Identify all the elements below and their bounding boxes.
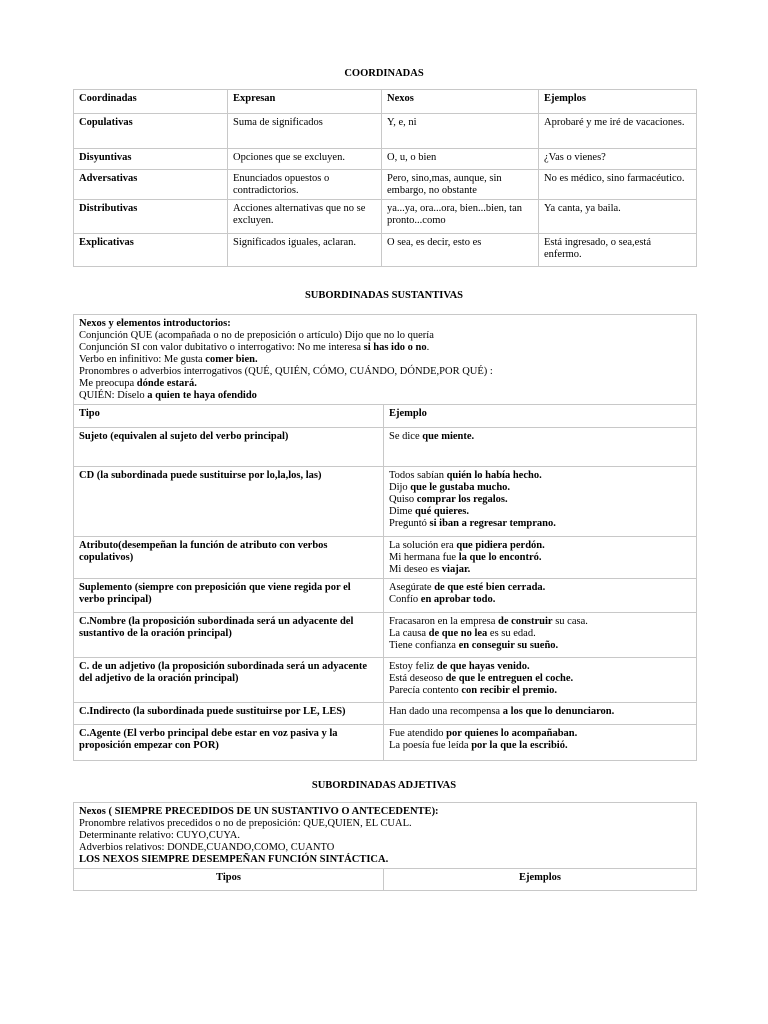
example-line: [389, 540, 691, 552]
bold-text: de que hayas venido.: [436, 661, 530, 672]
text: La solución era: [389, 540, 457, 551]
example-cell: [384, 725, 697, 761]
example-line: [389, 552, 691, 564]
text: Dijo: [389, 482, 411, 493]
bold-text: en aprobar todo.: [420, 594, 496, 605]
table-row: [74, 200, 697, 234]
table-row: [74, 234, 697, 267]
column-header: Ejemplos: [384, 869, 697, 891]
column-header: Tipo: [74, 405, 384, 428]
text: Pronombre relativos precedidos o no de preposición: QUE,QUIEN, EL CUAL.: [79, 818, 412, 829]
table-header-row: [74, 869, 697, 891]
column-header: Ejemplos: [539, 90, 697, 114]
text: Parecía contento: [389, 685, 462, 696]
row-label: CD (la subordinada puede sustituirse por lo,la,los, las): [74, 467, 384, 537]
intro-line: [79, 854, 691, 866]
table-cell: Acciones alternativas que no se excluyen.: [228, 200, 382, 234]
column-header: Tipos: [74, 869, 384, 891]
intro-title: Nexos y elementos introductorios:: [79, 318, 231, 329]
column-header: Nexos: [382, 90, 539, 114]
bold-text: por quienes lo acompañaban.: [446, 728, 578, 739]
table-cell: O sea, es decir, esto es: [382, 234, 539, 267]
table-cell: Ya canta, ya baila.: [539, 200, 697, 234]
example-cell: [384, 613, 697, 658]
table-header-row: [74, 405, 697, 428]
example-line: [389, 706, 691, 718]
text: .: [426, 342, 430, 353]
intro-cell: [74, 315, 697, 405]
intro-cell: [74, 803, 697, 869]
row-label: Adversativas: [74, 170, 228, 200]
text: Me preocupa: [79, 378, 137, 389]
table-cell: ¿Vas o vienes?: [539, 149, 697, 170]
bold-text: con recibir el premio.: [461, 685, 557, 696]
intro-line: [79, 366, 691, 378]
example-line: [389, 628, 691, 640]
table-row: [74, 725, 697, 761]
row-label: Suplemento (siempre con preposición que viene regida por el verbo principal): [74, 579, 384, 613]
text: La causa: [389, 628, 429, 639]
adjetivas-table: [73, 802, 697, 891]
bold-text: comprar los regalos.: [416, 494, 508, 505]
example-line: [389, 582, 691, 594]
row-label: Disyuntivas: [74, 149, 228, 170]
example-line: [389, 494, 691, 506]
text: Asegúrate: [389, 582, 435, 593]
table-row: [74, 658, 697, 703]
table-header-row: [74, 90, 697, 114]
text: Mi deseo es: [389, 564, 442, 575]
intro-line: [79, 830, 691, 842]
intro-row: [74, 803, 697, 869]
text: La poesía fue leída: [389, 740, 472, 751]
bold-text: dónde estará.: [136, 378, 197, 389]
table-cell: Aprobaré y me iré de vacaciones.: [539, 114, 697, 149]
text: Fracasaron en la empresa: [389, 616, 499, 627]
text: Se dice: [389, 431, 423, 442]
example-cell: [384, 579, 697, 613]
text: Todos sabían: [389, 470, 447, 481]
text: Mi hermana fue: [389, 552, 459, 563]
bold-text: de que esté bien cerrada.: [434, 582, 546, 593]
bold-text: la que lo encontró.: [458, 552, 542, 563]
bold-text: quién lo había hecho.: [446, 470, 542, 481]
sustantivas-table: [73, 314, 697, 761]
example-cell: [384, 537, 697, 579]
text: Pronombres o adverbios interrogativos (QUÉ, QUIÉN, CÓMO, CUÁNDO, DÓNDE,POR QUÉ) :: [79, 366, 493, 377]
row-label: C.Nombre (la proposición subordinada será un adyacente del sustantivo de la oración principal): [74, 613, 384, 658]
bold-text: de construir: [498, 616, 553, 627]
example-line: [389, 740, 691, 752]
bold-text: en conseguir su sueño.: [458, 640, 559, 651]
bold-text: viajar.: [441, 564, 471, 575]
bold-text: que le gustaba mucho.: [410, 482, 511, 493]
example-cell: [384, 658, 697, 703]
bold-text: a los que lo denunciaron.: [502, 706, 615, 717]
text: Han dado una recompensa: [389, 706, 503, 717]
text: su casa.: [552, 616, 588, 627]
row-label: Sujeto (equivalen al sujeto del verbo principal): [74, 428, 384, 467]
table-cell: Suma de significados: [228, 114, 382, 149]
bold-text: que miente.: [422, 431, 475, 442]
example-line: [389, 673, 691, 685]
example-line: [389, 482, 691, 494]
text: Determinante relativo: CUYO,CUYA.: [79, 830, 240, 841]
text: Fue atendido: [389, 728, 447, 739]
coordinadas-table: [73, 89, 697, 267]
table-cell: Está ingresado, o sea,está enfermo.: [539, 234, 697, 267]
example-line: [389, 506, 691, 518]
intro-line: [79, 342, 691, 354]
table-row: [74, 114, 697, 149]
example-line: [389, 640, 691, 652]
table-cell: Enunciados opuestos o contradictorios.: [228, 170, 382, 200]
table-cell: Pero, sino,mas, aunque, sin embargo, no obstante: [382, 170, 539, 200]
table-cell: No es médico, sino farmacéutico.: [539, 170, 697, 200]
intro-line: [79, 390, 691, 402]
bold-text: si has ido o no: [363, 342, 427, 353]
table-cell: Y, e, ni: [382, 114, 539, 149]
table-row: [74, 537, 697, 579]
text: Está deseoso: [389, 673, 446, 684]
bold-text: que pidiera perdón.: [456, 540, 545, 551]
intro-line: [79, 330, 691, 342]
column-header: Expresan: [228, 90, 382, 114]
example-line: [389, 564, 691, 576]
example-line: [389, 661, 691, 673]
intro-line: [79, 354, 691, 366]
example-line: [389, 594, 691, 606]
example-line: [389, 616, 691, 628]
table-cell: ya...ya, ora...ora, bien...bien, tan pronto...como: [382, 200, 539, 234]
example-cell: [384, 467, 697, 537]
bold-text: de que le entreguen el coche.: [445, 673, 574, 684]
column-header: Ejemplo: [384, 405, 697, 428]
column-header: Coordinadas: [74, 90, 228, 114]
row-label: Explicativas: [74, 234, 228, 267]
text: Preguntó: [389, 518, 430, 529]
table-row: [74, 579, 697, 613]
table-row: [74, 428, 697, 467]
text: Tiene confianza: [389, 640, 459, 651]
table-row: [74, 613, 697, 658]
example-line: [389, 470, 691, 482]
intro-line: [79, 842, 691, 854]
text: Adverbios relativos: DONDE,CUANDO,COMO, CUANTO: [79, 842, 335, 853]
table-row: [74, 170, 697, 200]
row-label: Copulativas: [74, 114, 228, 149]
table-cell: Opciones que se excluyen.: [228, 149, 382, 170]
example-line: [389, 685, 691, 697]
table-row: [74, 703, 697, 725]
table-cell: O, u, o bien: [382, 149, 539, 170]
row-label: C. de un adjetivo (la proposición subordinada será un adyacente del adjetivo de la oración principal): [74, 658, 384, 703]
text: Verbo en infinitivo: Me gusta: [79, 354, 206, 365]
text: Conjunción QUE (acompañada o no de preposición o artículo) Dijo que no lo quería: [79, 330, 434, 341]
coordinadas-title: COORDINADAS: [344, 68, 424, 79]
text: Dime: [389, 506, 415, 517]
intro-line: [79, 818, 691, 830]
adjetivas-title: SUBORDINADAS ADJETIVAS: [311, 780, 457, 791]
example-cell: [384, 703, 697, 725]
bold-text: Nexos ( SIEMPRE PRECEDIDOS DE UN SUSTANTIVO O ANTECEDENTE):: [79, 806, 439, 817]
row-label: C.Agente (El verbo principal debe estar en voz pasiva y la proposición empezar con POR): [74, 725, 384, 761]
row-label: Atributo(desempeñan la función de atributo con verbos copulativos): [74, 537, 384, 579]
bold-text: qué quieres.: [414, 506, 470, 517]
sustantivas-title: SUBORDINADAS SUSTANTIVAS: [304, 290, 464, 301]
bold-text: comer bien.: [205, 354, 258, 365]
text: Quiso: [389, 494, 417, 505]
text: QUIÉN: Díselo: [79, 390, 148, 401]
text: Estoy feliz: [389, 661, 437, 672]
bold-text: LOS NEXOS SIEMPRE DESEMPEÑAN FUNCIÓN SINTÁCTICA.: [79, 854, 389, 865]
example-cell: [384, 428, 697, 467]
table-row: [74, 149, 697, 170]
text: Confío: [389, 594, 421, 605]
example-line: [389, 518, 691, 530]
table-row: [74, 467, 697, 537]
bold-text: a quien te haya ofendido: [147, 390, 257, 401]
example-line: [389, 728, 691, 740]
intro-line: [79, 806, 691, 818]
bold-text: de que no lea: [428, 628, 488, 639]
row-label: C.Indirecto (la subordinada puede sustituirse por LE, LES): [74, 703, 384, 725]
bold-text: por la que la escribió.: [471, 740, 568, 751]
text: Conjunción SI con valor dubitativo o interrogativo: No me interesa: [79, 342, 364, 353]
text: es su edad.: [487, 628, 536, 639]
intro-row: [74, 315, 697, 405]
example-line: [389, 431, 691, 443]
bold-text: si iban a regresar temprano.: [429, 518, 556, 529]
row-label: Distributivas: [74, 200, 228, 234]
intro-line: [79, 378, 691, 390]
table-cell: Significados iguales, aclaran.: [228, 234, 382, 267]
